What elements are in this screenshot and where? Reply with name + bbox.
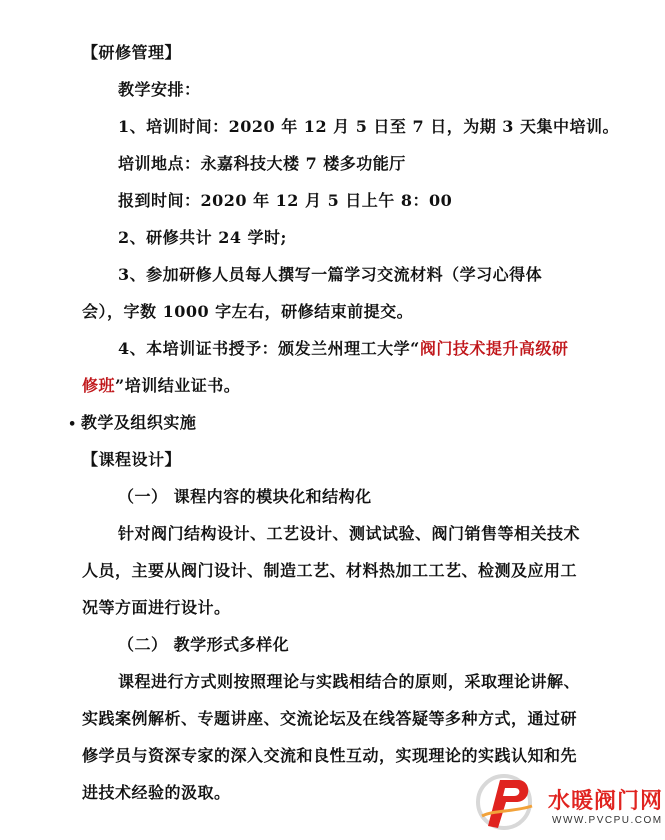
section-2-paragraph-line-4: 进技术经验的汲取。 (82, 783, 231, 802)
section-1-title: （一） 课程内容的模块化和结构化 (118, 487, 372, 506)
section-2-title: （二） 教学形式多样化 (118, 635, 290, 654)
item-2-hours: 2、研修共计 24 学时; (118, 228, 287, 247)
checkin-time: 报到时间：2020 年 12 月 5 日上午 8：00 (118, 191, 453, 210)
bullet-icon: • (68, 417, 77, 432)
section-1-paragraph-line-1: 针对阀门结构设计、工艺设计、测试试验、阀门销售等相关技术 (118, 524, 581, 543)
watermark-url: WWW.PVCPU.COM (552, 815, 663, 826)
teaching-arrangement-label: 教学安排： (118, 80, 201, 99)
training-location: 培训地点：永嘉科技大楼 7 楼多功能厅 (118, 154, 406, 173)
item-3-line-1: 3、参加研修人员每人撰写一篇学习交流材料（学习心得体 (118, 265, 543, 284)
section-2-paragraph-line-3: 修学员与资深专家的深入交流和良性互动，实现理论的实践认知和先 (82, 746, 578, 765)
heading-course-design: 【课程设计】 (82, 450, 182, 469)
watermark-brand: 水暖阀门网 (548, 789, 664, 814)
item-4-line-2 (82, 373, 240, 396)
item-1-training-time: 1、培训时间：2020 年 12 月 5 日至 7 日，为期 3 天集中培训。 (118, 117, 619, 136)
watermark-logo-icon (474, 766, 538, 836)
item-3-line-2: 会），字数 1000 字左右，研修结束前提交。 (82, 302, 414, 321)
item-4-course-name-part-2: 修班 (82, 376, 116, 395)
section-1-paragraph-line-3: 况等方面进行设计。 (82, 598, 231, 617)
bullet-text: 教学及组织实施 (80, 413, 197, 432)
item-4-suffix: ”培训结业证书。 (115, 376, 241, 395)
section-1-paragraph-line-2: 人员，主要从阀门设计、制造工艺、材料热加工工艺、检测及应用工 (82, 561, 578, 580)
bullet-teaching-implementation (68, 410, 196, 433)
watermark (474, 766, 665, 840)
item-4-line-1 (118, 336, 568, 359)
heading-management: 【研修管理】 (82, 43, 182, 62)
item-4-prefix: 4、本培训证书授予：颁发兰州理工大学“ (118, 339, 420, 358)
section-2-paragraph-line-1: 课程进行方式则按照理论与实践相结合的原则，采取理论讲解、 (118, 672, 581, 691)
section-2-paragraph-line-2: 实践案例解析、专题讲座、交流论坛及在线答疑等多种方式，通过研 (82, 709, 578, 728)
item-4-course-name-part-1: 阀门技术提升高级研 (419, 339, 569, 358)
